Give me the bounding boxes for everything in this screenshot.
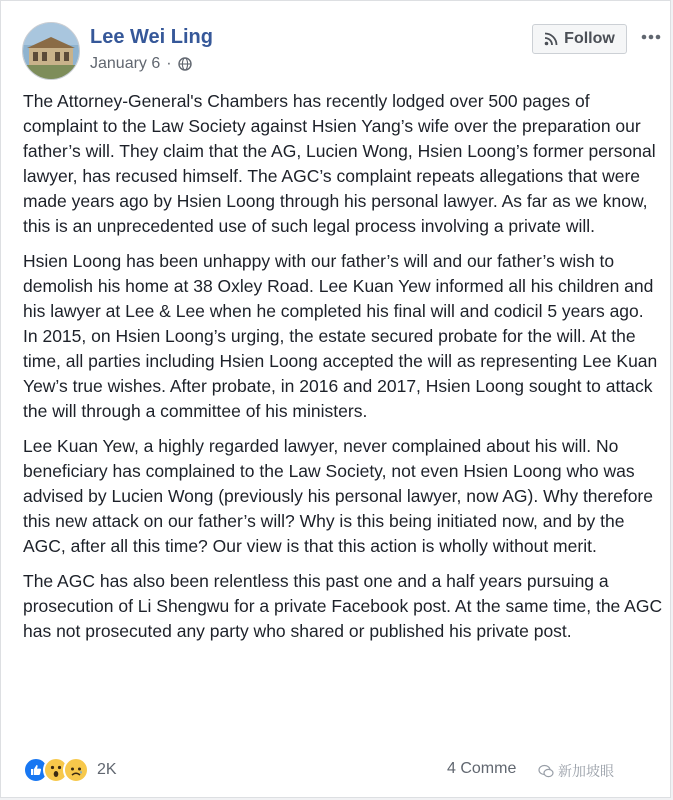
- watermark-text: 新加坡眼: [558, 763, 614, 779]
- rss-icon: [544, 32, 558, 46]
- post-footer: [23, 753, 653, 787]
- comments-count[interactable]: 4 Comme: [447, 760, 517, 777]
- watermark: [538, 761, 614, 781]
- more-options-icon[interactable]: [639, 25, 663, 49]
- wechat-icon: [538, 763, 554, 779]
- post-body: [23, 89, 663, 654]
- follow-button[interactable]: [532, 24, 627, 54]
- post-paragraph: Lee Kuan Yew, a highly regarded lawyer, never complained about his will. No beneficiary has complained to the Law Society, not even Hsien Loong who was advised by Lucien Wong (previously his personal lawyer, now AG). Why therefore this new attack on our father’s will? Why is this being initiated now, and by the AGC, after all this time? Our view is that this action is wholly without merit.: [23, 436, 653, 556]
- avatar[interactable]: [22, 22, 80, 80]
- avatar-photo: [23, 23, 79, 79]
- reactions-summary[interactable]: [23, 753, 117, 787]
- post-paragraph: The Attorney-General's Chambers has recently lodged over 500 pages of complaint to the Law Society against Hsien Yang’s wife over the preparation our father’s will. They claim that the AG, Lucien Wong, Hsien Loong’s former personal lawyer, has recused himself. The AGC’s complaint repeats allegations that were made years ago by Hsien Loong through his personal lawyer. As far as we know, this is an unprecedented use of such legal process involving a private will.: [23, 91, 656, 236]
- post-date[interactable]: January 6: [90, 55, 161, 72]
- post-paragraph: Hsien Loong has been unhappy with our father’s will and our father’s wish to demolish his home at 38 Oxley Road. Lee Kuan Yew informed all his children and his lawyer at Lee & Lee when he completed his final will and codicil 5 years ago. In 2015, on Hsien Loong’s urging, the estate secured probate for the will. At the time, all parties including Hsien Loong accepted the will as representing Lee Kuan Yew’s true wishes. After probate, in 2016 and 2017, Hsien Loong sought to attack the will through a committee of his ministers.: [23, 251, 658, 421]
- reaction-count: 2K: [97, 761, 117, 778]
- post-paragraph: The AGC has also been relentless this past one and a half years pursuing a prosecution of Li Shengwu for a private Facebook post. At the same time, the AGC has not prosecuted any party who shared or published his private post.: [23, 571, 663, 641]
- separator-dot: ·: [166, 55, 172, 72]
- follow-label: Follow: [564, 30, 615, 47]
- author-name[interactable]: Lee Wei Ling: [90, 26, 213, 48]
- sad-reaction-icon: [63, 757, 89, 783]
- post-meta: [90, 55, 192, 73]
- globe-icon[interactable]: [178, 57, 192, 71]
